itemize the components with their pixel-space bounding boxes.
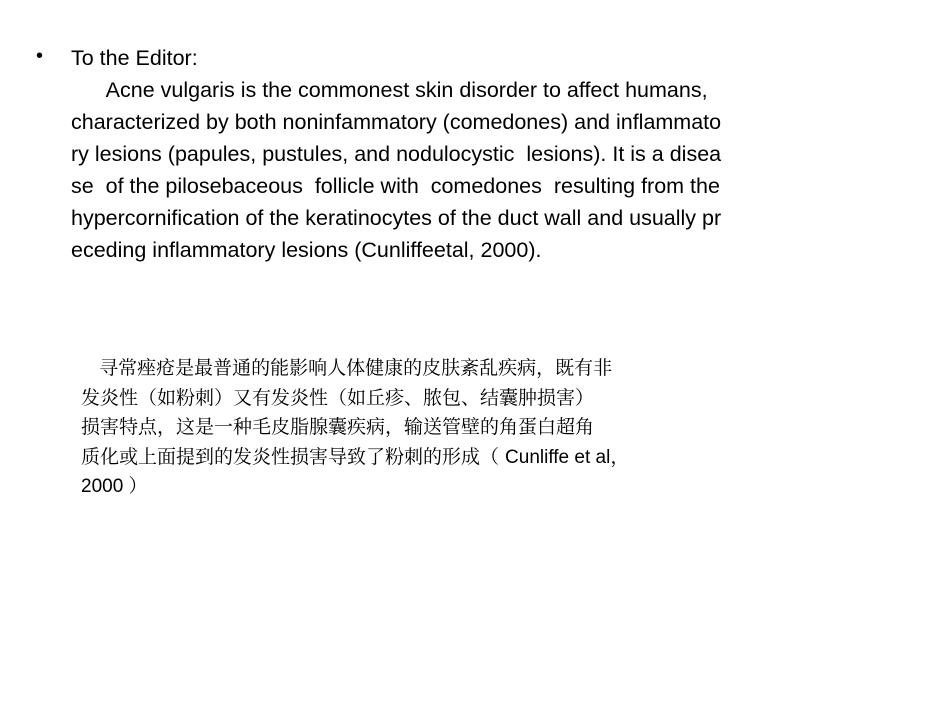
paragraph-line: hypercornification of the keratinocytes of the duct wall and usually pr xyxy=(71,206,722,230)
paragraph-line: Acne vulgaris is the commonest skin disorder to affect humans, xyxy=(71,78,708,102)
translation-line: 损害特点，这是一种毛皮脂腺囊疾病，输送管壁的角蛋白超角 xyxy=(81,416,595,438)
chinese-translation-text xyxy=(81,354,801,502)
translation-line: 发炎性（如粉刺）又有发炎性（如丘疹、脓包、结囊肿损害） xyxy=(81,386,595,409)
translation-line: 2000 ） xyxy=(81,476,148,497)
paragraph-line: se of the pilosebaceous follicle with comedones resulting from the xyxy=(71,174,720,198)
paragraph-line: eceding inflammatory lesions (Cunliffeetal, 2000). xyxy=(71,238,542,262)
paragraph-line: ry lesions (papules, pustules, and nodulocystic lesions). It is a disea xyxy=(71,142,722,166)
translation-line: 寻常痤疮是最普通的能影响人体健康的皮肤紊乱疾病，既有非 xyxy=(81,357,613,379)
translation-line-text: 质化或上面提到的发炎性损害导致了粉刺的形成（ xyxy=(81,445,506,468)
english-letter-text xyxy=(71,42,931,266)
bullet-marker: • xyxy=(36,45,44,67)
paragraph-line: characterized by both noninfammatory (comedones) and inflammato xyxy=(71,110,722,134)
citation: Cunliffe et al， xyxy=(505,446,630,468)
translation-line xyxy=(81,443,801,473)
salutation: To the Editor: xyxy=(71,46,198,70)
